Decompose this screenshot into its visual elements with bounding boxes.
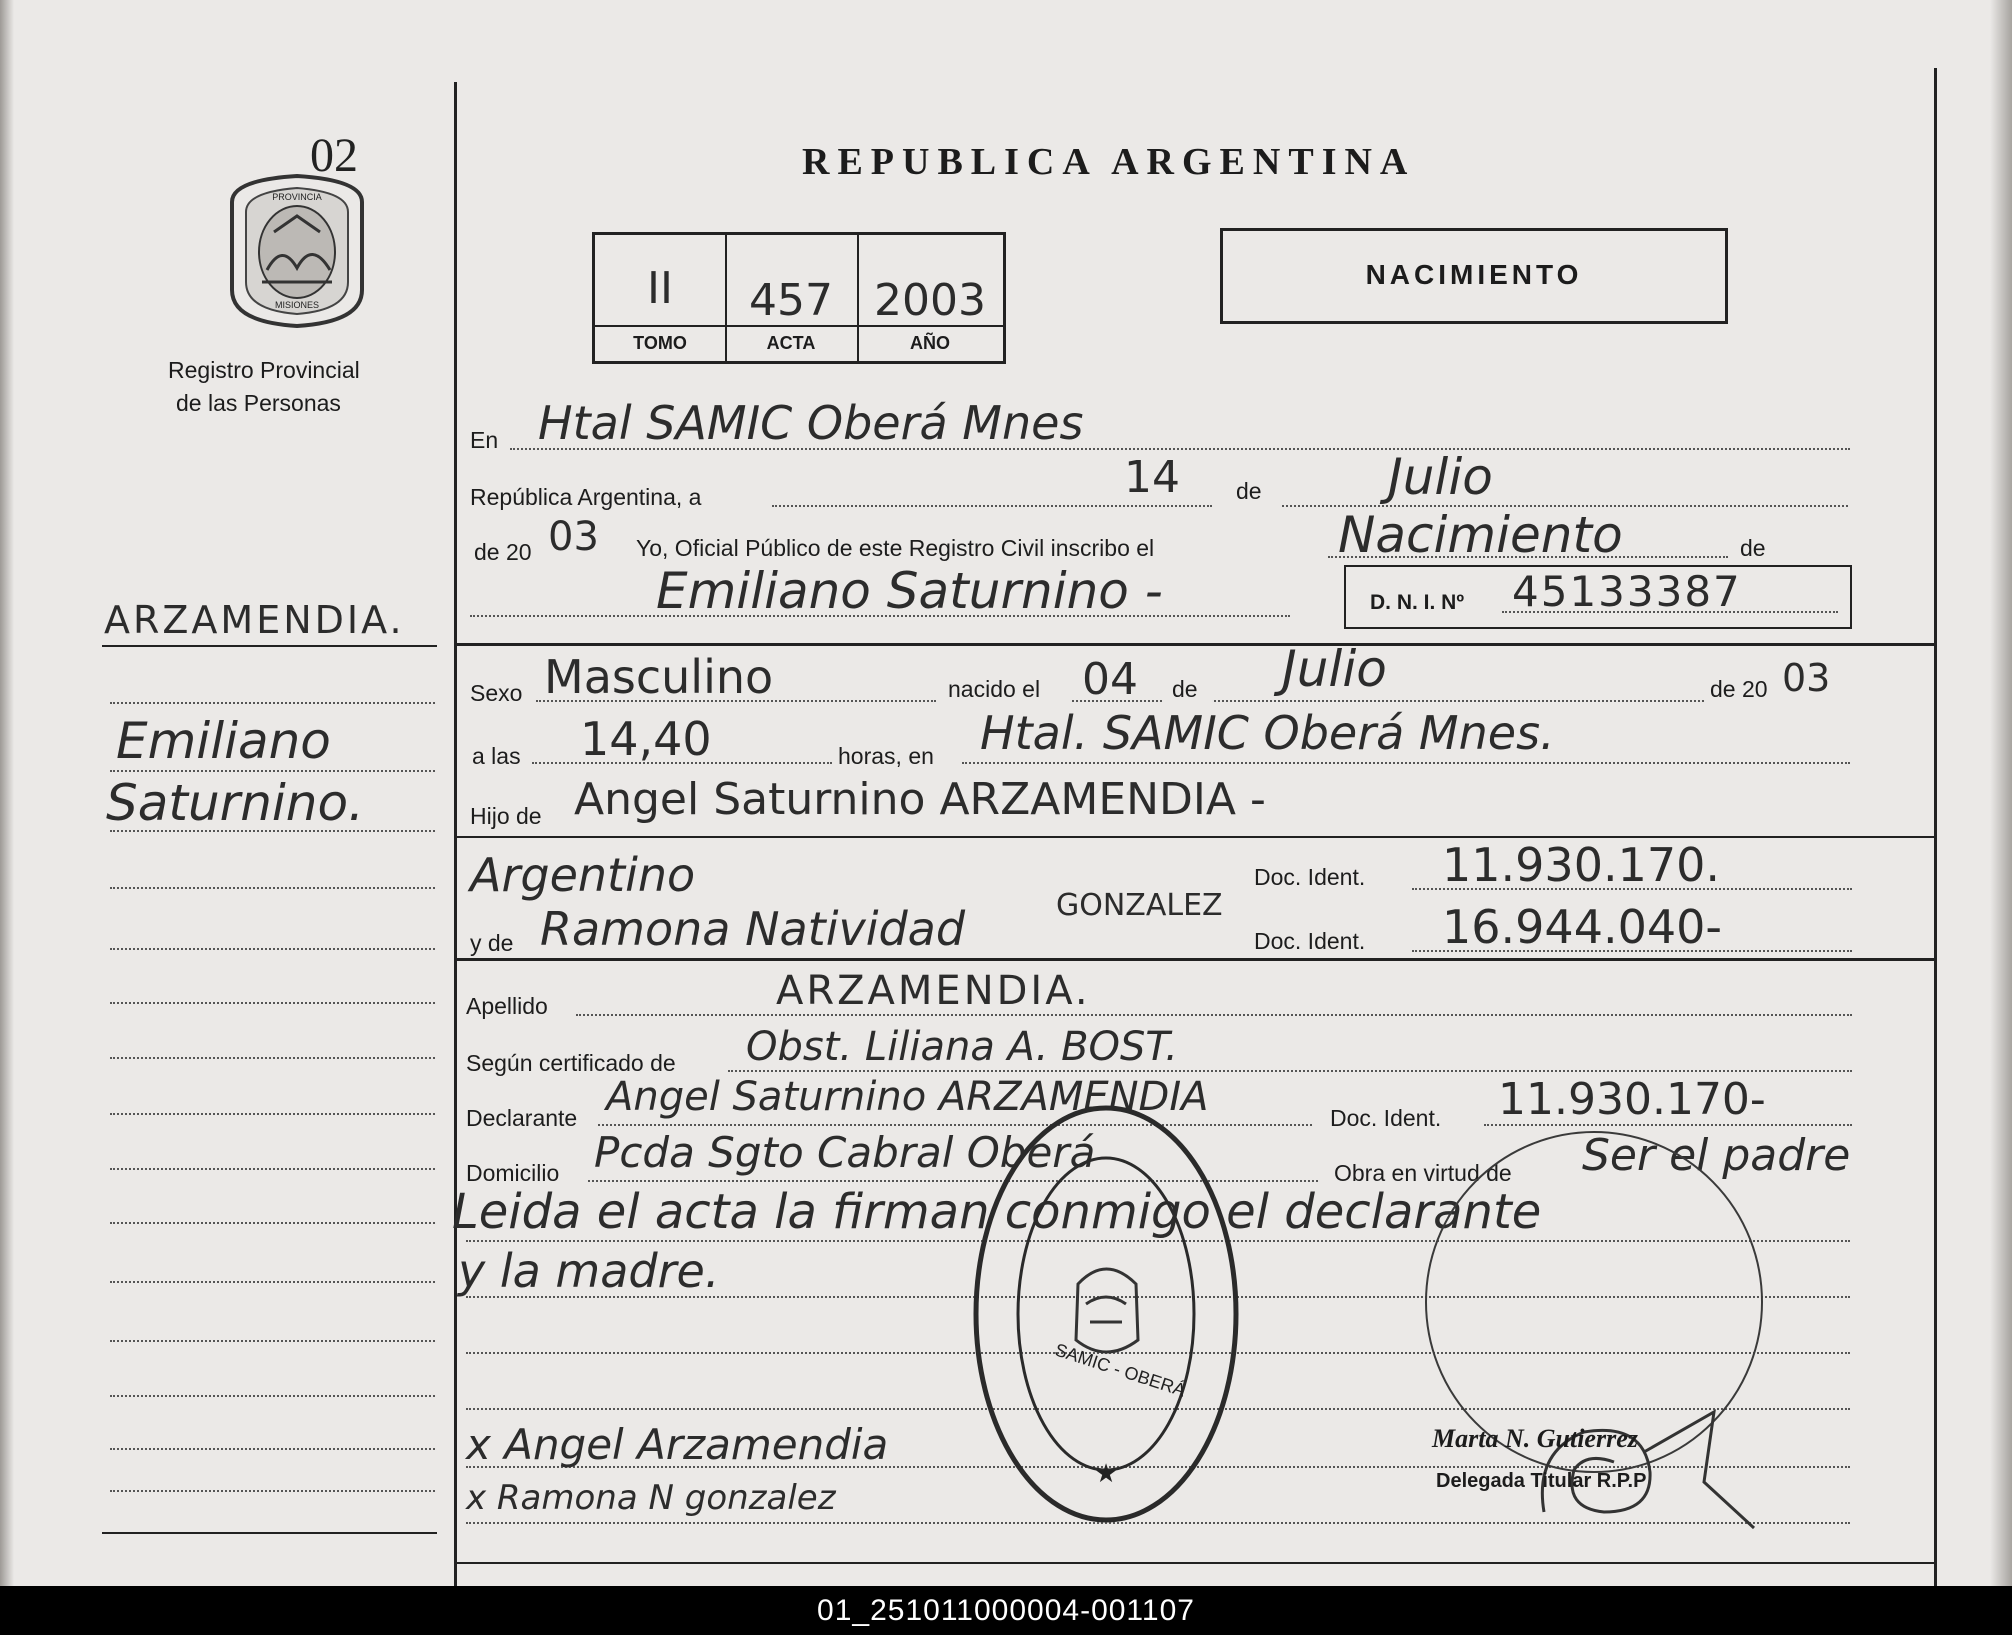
label-sexo: Sexo bbox=[470, 680, 523, 706]
registry-name-line2: de las Personas bbox=[176, 390, 341, 416]
label-segun: Según certificado de bbox=[466, 1050, 676, 1076]
label-de-mid: de bbox=[1172, 676, 1198, 702]
label-republica: República Argentina, a bbox=[470, 484, 702, 510]
label-de-20: de 20 bbox=[474, 539, 532, 565]
value-nac-mes: Julio bbox=[1282, 640, 1387, 698]
value-nac-anio: 03 bbox=[1782, 656, 1831, 700]
page-number: 02 bbox=[310, 129, 358, 182]
label-a-las: a las bbox=[472, 743, 521, 769]
dotted-line bbox=[1328, 556, 1728, 558]
left-dotted-line bbox=[110, 1057, 435, 1059]
value-padre: Angel Saturnino ARZAMENDIA - bbox=[574, 774, 1266, 825]
observation-line-1: Leida el acta la firman conmigo el declarante bbox=[452, 1184, 1542, 1240]
left-dotted-line bbox=[110, 1281, 435, 1283]
value-anio: 03 bbox=[548, 514, 599, 560]
tomo-cell bbox=[595, 235, 727, 361]
margin-surname: ARZAMENDIA. bbox=[104, 598, 405, 642]
acta-label: ACTA bbox=[766, 333, 816, 353]
value-lugar-nac: Htal. SAMIC Oberá Mnes. bbox=[980, 706, 1555, 760]
official-title: Delegada Titular R.P.P bbox=[1436, 1470, 1647, 1492]
left-dotted-line bbox=[110, 1395, 435, 1397]
dotted-line bbox=[772, 505, 1212, 507]
official-oval-stamp-icon bbox=[966, 1094, 1246, 1534]
signature-mother: x Ramona N gonzalez bbox=[466, 1478, 836, 1518]
label-de-20-b: de 20 bbox=[1710, 676, 1768, 702]
value-dia: 14 bbox=[1124, 452, 1180, 503]
value-mes: Julio bbox=[1388, 448, 1493, 506]
value-madre-doc: 16.944.040- bbox=[1442, 900, 1722, 954]
section-rule bbox=[454, 643, 1936, 646]
label-doc-ident-declarante: Doc. Ident. bbox=[1330, 1105, 1442, 1131]
label-doc-ident-madre: Doc. Ident. bbox=[1254, 928, 1366, 954]
value-nombre: Emiliano Saturnino - bbox=[656, 562, 1163, 620]
left-dotted-line bbox=[110, 830, 435, 832]
column-divider bbox=[454, 82, 457, 1586]
left-rule-bottom bbox=[102, 1532, 437, 1534]
value-tipo: Nacimiento bbox=[1338, 506, 1623, 564]
observation-line-2: y la madre. bbox=[458, 1244, 720, 1298]
dotted-line bbox=[1484, 1124, 1852, 1126]
value-hora: 14,40 bbox=[580, 712, 712, 766]
value-madre: Ramona Natividad bbox=[540, 902, 966, 956]
stamp-center-text: SAMIC - OBERÁ bbox=[1052, 1339, 1188, 1401]
right-border bbox=[1934, 68, 1937, 1586]
acta-value: 457 bbox=[749, 275, 833, 326]
left-rule-top bbox=[102, 645, 437, 647]
left-dotted-line bbox=[110, 1340, 435, 1342]
value-declarante: Angel Saturnino ARZAMENDIA bbox=[606, 1074, 1209, 1120]
ano-value: 2003 bbox=[874, 275, 986, 326]
label-obra: Obra en virtud de bbox=[1334, 1160, 1512, 1186]
value-apellido: ARZAMENDIA. bbox=[776, 968, 1091, 1014]
label-hijo-de: Hijo de bbox=[470, 803, 542, 829]
value-obra: Ser el padre bbox=[1582, 1130, 1851, 1181]
seal-top-text: PROVINCIA bbox=[272, 192, 322, 202]
left-dotted-line bbox=[110, 948, 435, 950]
seal-bottom-text: MISIONES bbox=[274, 300, 320, 310]
page-edge-right bbox=[1990, 0, 2012, 1586]
label-apellido: Apellido bbox=[466, 993, 548, 1019]
left-dotted-line bbox=[110, 1448, 435, 1450]
page-edge-left bbox=[0, 0, 14, 1586]
dotted-line bbox=[536, 700, 936, 702]
svg-text:★: ★ bbox=[1094, 1458, 1118, 1488]
act-type-box bbox=[1220, 228, 1728, 324]
dotted-line bbox=[1072, 700, 1162, 702]
section-rule bbox=[454, 1562, 1936, 1564]
value-declarante-doc: 11.930.170- bbox=[1498, 1074, 1766, 1125]
left-dotted-line bbox=[110, 887, 435, 889]
label-declarante: Declarante bbox=[466, 1105, 578, 1131]
label-en: En bbox=[470, 427, 499, 453]
label-horas-en: horas, en bbox=[838, 743, 934, 769]
margin-given-name-2: Saturnino. bbox=[106, 774, 364, 832]
dotted-line bbox=[1412, 950, 1852, 952]
left-dotted-line bbox=[110, 1002, 435, 1004]
tomo-value: II bbox=[647, 263, 673, 314]
signature-father: x Angel Arzamendia bbox=[466, 1420, 889, 1469]
value-nacionalidad: Argentino bbox=[470, 848, 696, 902]
value-nac-dia: 04 bbox=[1082, 654, 1138, 705]
label-de: de bbox=[1236, 478, 1262, 504]
dotted-line bbox=[1214, 700, 1704, 702]
country-title: REPUBLICA ARGENTINA bbox=[802, 141, 1416, 183]
label-dni: D. N. I. Nº bbox=[1370, 591, 1465, 614]
dotted-line bbox=[532, 762, 832, 764]
dotted-line bbox=[962, 762, 1850, 764]
label-y-de: y de bbox=[470, 930, 514, 956]
value-dni: 45133387 bbox=[1512, 567, 1742, 616]
acta-cell bbox=[725, 235, 859, 361]
dotted-line bbox=[728, 1070, 1852, 1072]
left-dotted-line bbox=[110, 1222, 435, 1224]
left-dotted-line bbox=[110, 770, 435, 772]
label-doc-ident-padre: Doc. Ident. bbox=[1254, 864, 1366, 890]
value-padre-doc: 11.930.170. bbox=[1442, 838, 1720, 892]
value-domicilio: Pcda Sgto Cabral Oberá bbox=[594, 1128, 1096, 1177]
tomo-label: TOMO bbox=[633, 333, 687, 353]
registry-name-line1: Registro Provincial bbox=[168, 357, 360, 383]
act-type-label: NACIMIENTO bbox=[1365, 259, 1583, 290]
label-domicilio: Domicilio bbox=[466, 1160, 560, 1186]
left-dotted-line bbox=[110, 1113, 435, 1115]
dotted-line bbox=[576, 1014, 1852, 1016]
section-rule bbox=[454, 958, 1936, 961]
provincial-seal-icon bbox=[212, 172, 382, 330]
margin-given-name-1: Emiliano bbox=[116, 712, 331, 770]
ano-label: AÑO bbox=[910, 333, 950, 353]
ano-cell bbox=[857, 235, 1003, 361]
dotted-line bbox=[470, 615, 1290, 617]
official-name: Marta N. Gutierrez bbox=[1432, 1424, 1638, 1453]
left-dotted-line bbox=[110, 1168, 435, 1170]
label-nacido-el: nacido el bbox=[948, 676, 1041, 702]
left-dotted-line bbox=[110, 702, 435, 704]
value-sexo: Masculino bbox=[544, 650, 774, 704]
value-lugar: Htal SAMIC Oberá Mnes bbox=[538, 396, 1084, 450]
value-madre-apellido: GONZALEZ bbox=[1056, 888, 1223, 923]
value-certificado: Obst. Liliana A. BOST. bbox=[746, 1024, 1178, 1070]
file-id-caption: 01_251011000004-001107 bbox=[0, 1586, 2012, 1635]
dni-box bbox=[1344, 565, 1852, 629]
record-number-box bbox=[592, 232, 1006, 364]
dotted-line bbox=[1412, 888, 1852, 890]
left-dotted-line bbox=[110, 1490, 435, 1492]
label-de-end: de bbox=[1740, 535, 1766, 561]
label-yo-oficial: Yo, Oficial Público de este Registro Civil inscribo el bbox=[636, 535, 1155, 561]
